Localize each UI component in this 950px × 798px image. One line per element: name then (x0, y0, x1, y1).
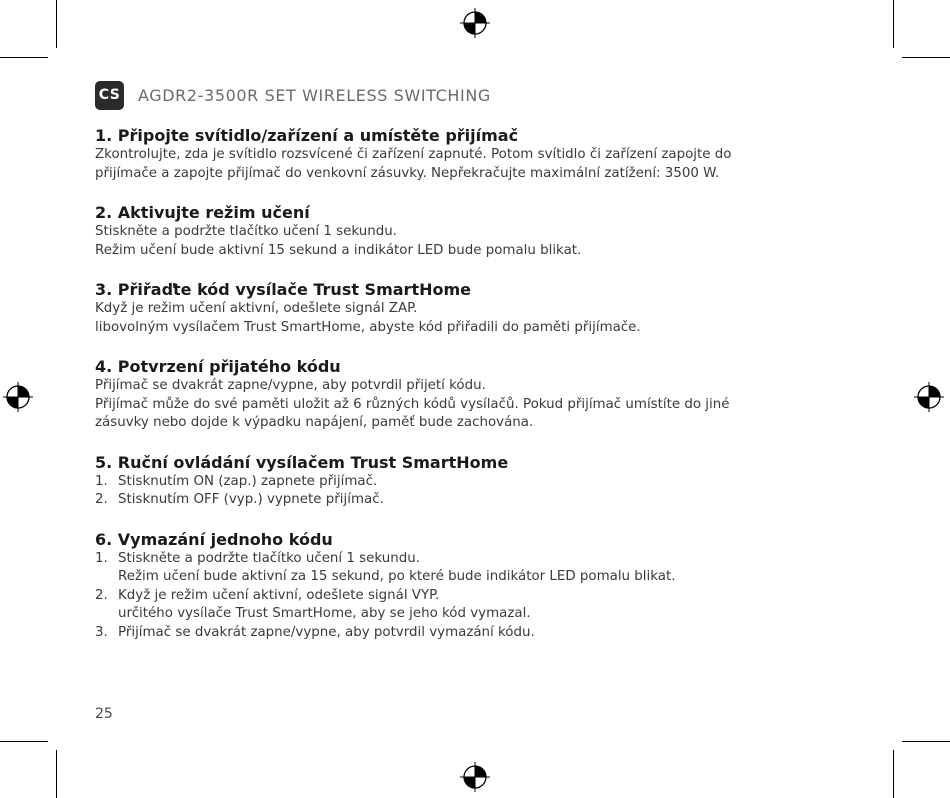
crop-mark (902, 57, 950, 58)
section-connect (95, 125, 855, 183)
crop-mark (0, 57, 48, 58)
step-number: 1. (95, 550, 108, 566)
section-manual-control (95, 452, 855, 510)
step-text: Stisknutím OFF (vyp.) vypnete přijímač. (118, 492, 384, 507)
instructions-content (95, 125, 855, 661)
step-number: 1. (95, 473, 108, 489)
step-number: 2. (95, 587, 108, 603)
section-text-line: Stiskněte a podržte tlačítko učení 1 sekundu. (95, 224, 397, 239)
section-delete-code (95, 529, 855, 643)
page-header (95, 80, 491, 110)
section-text-line: Zkontrolujte, zda je svítidlo rozsvícené či zařízení zapnuté. Potom svítidlo či zařízení zapojte do (95, 147, 732, 162)
section-text-line: přijímače a zapojte přijímač do venkovní zásuvky. Nepřekračujte maximální zatížení: 3500 W. (95, 165, 720, 181)
step-text: Když je režim učení aktivní, odešlete signál VYP. (118, 587, 440, 603)
section-heading: 3. Přiřaďte kód vysílače Trust SmartHome (95, 280, 471, 299)
step-text: Režim učení bude aktivní za 15 sekund, po které bude indikátor LED pomalu blikat. (118, 569, 676, 584)
registration-mark-icon (460, 8, 490, 38)
section-heading: 4. Potvrzení přijatého kódu (95, 357, 341, 376)
crop-mark (56, 0, 57, 48)
language-badge: CS (95, 81, 124, 110)
list-item (95, 473, 855, 492)
registration-mark-icon (914, 382, 944, 412)
page-number: 25 (95, 706, 113, 722)
list-item (95, 624, 855, 643)
section-heading: 6. Vymazání jednoho kódu (95, 529, 333, 549)
step-list (95, 473, 855, 510)
section-heading: 1. Připojte svítidlo/zařízení a umístěte přijímač (95, 126, 519, 145)
section-learning-mode (95, 202, 855, 260)
crop-mark (893, 0, 894, 48)
crop-mark (56, 750, 57, 798)
list-item (95, 550, 855, 587)
section-assign-code (95, 279, 855, 337)
section-text-line: libovolným vysílačem Trust SmartHome, abyste kód přiřadili do paměti přijímače. (95, 319, 641, 335)
section-text-line: zásuvky nebo dojde k výpadku napájení, paměť bude zachována. (95, 415, 534, 430)
step-number: 3. (95, 624, 108, 640)
step-number: 2. (95, 492, 108, 507)
crop-mark (0, 741, 48, 742)
section-text-line: Přijímač se dvakrát zapne/vypne, aby potvrdil přijetí kódu. (95, 378, 486, 393)
section-text-line: Přijímač může do své paměti uložit až 6 různých kódů vysílačů. Pokud přijímač umístíte do jiné (95, 396, 730, 412)
list-item (95, 587, 855, 624)
list-item (95, 491, 855, 510)
registration-mark-icon (460, 762, 490, 792)
section-confirm-code (95, 356, 855, 433)
step-text: určitého vysílače Trust SmartHome, aby se jeho kód vymazal. (118, 606, 531, 621)
step-text: Přijímač se dvakrát zapne/vypne, aby potvrdil vymazání kódu. (118, 624, 535, 640)
section-text-line: Režim učení bude aktivní 15 sekund a indikátor LED bude pomalu blikat. (95, 242, 582, 258)
step-list (95, 550, 855, 643)
section-heading: 5. Ruční ovládání vysílačem Trust SmartHome (95, 452, 509, 472)
section-heading: 2. Aktivujte režim učení (95, 203, 310, 222)
product-title: AGDR2-3500R SET WIRELESS SWITCHING (138, 85, 491, 105)
registration-mark-icon (3, 382, 33, 412)
step-text: Stisknutím ON (zap.) zapnete přijímač. (118, 473, 378, 489)
step-text: Stiskněte a podržte tlačítko učení 1 sekundu. (118, 550, 420, 566)
crop-mark (893, 750, 894, 798)
crop-mark (902, 741, 950, 742)
section-text-line: Když je režim učení aktivní, odešlete signál ZAP. (95, 301, 418, 316)
